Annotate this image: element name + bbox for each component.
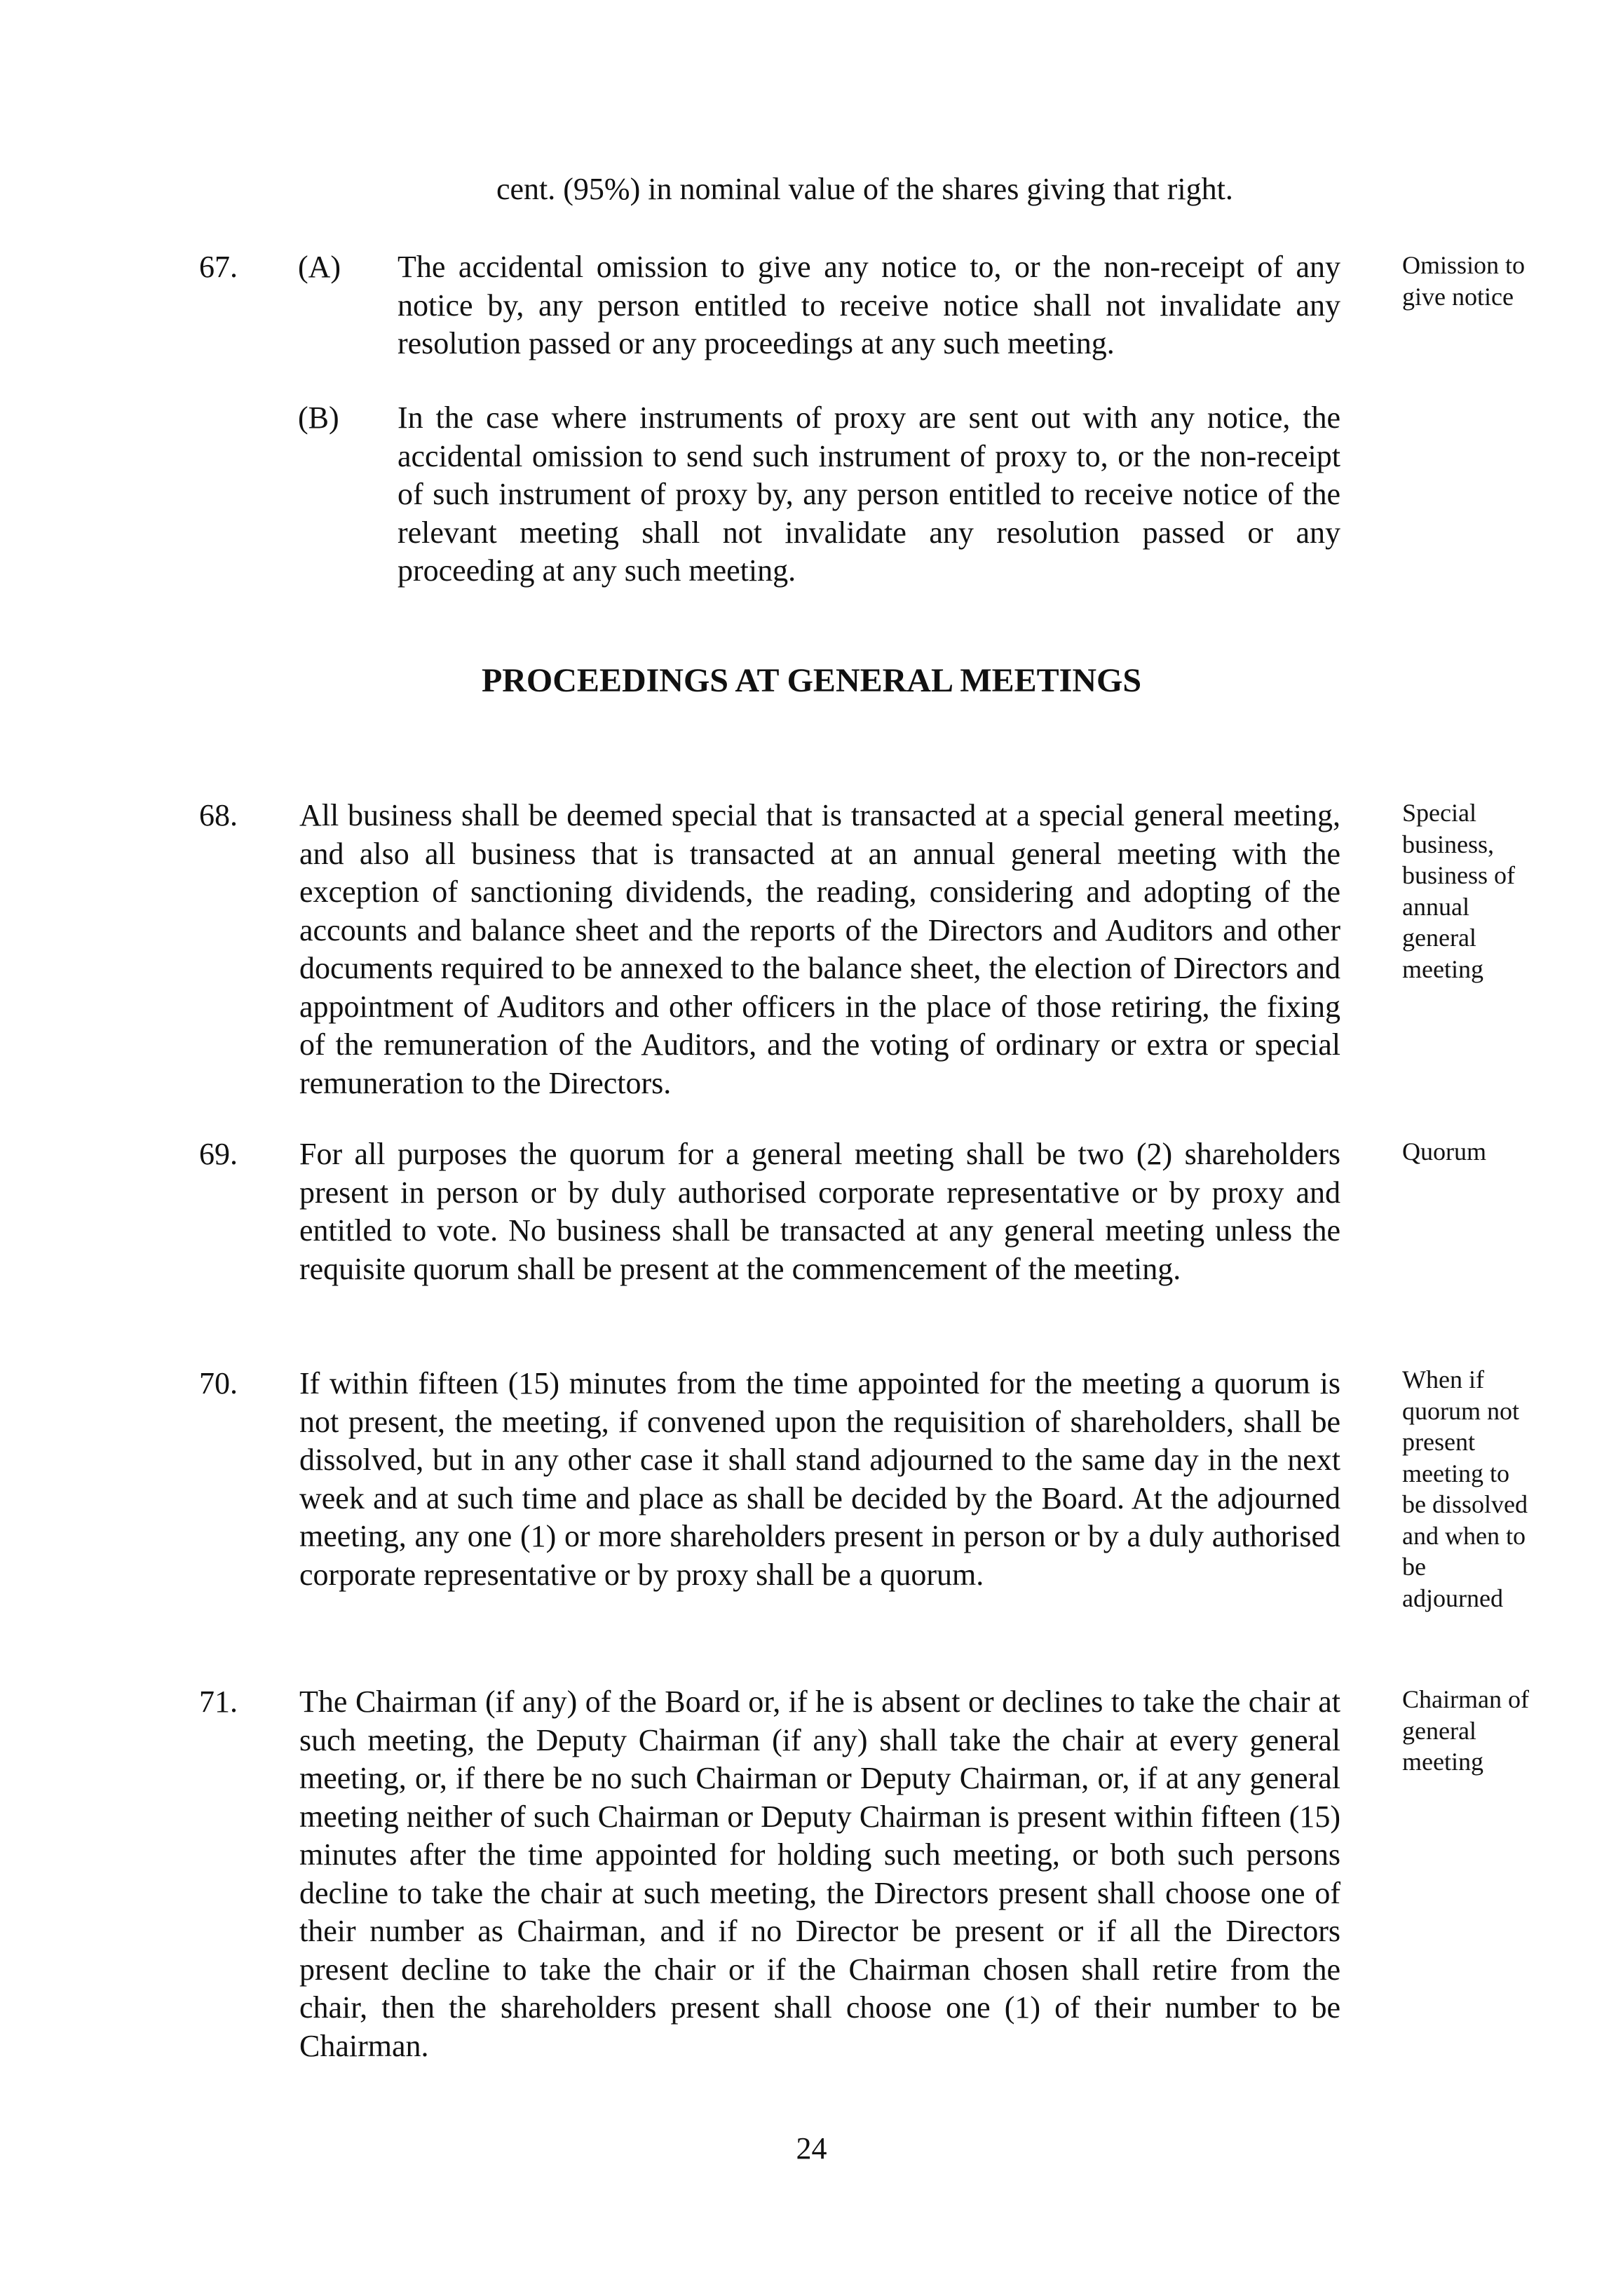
continuation-text: cent. (95%) in nominal value of the shares giving that right. bbox=[496, 172, 1233, 206]
clause-69-text: For all purposes the quorum for a general meeting shall be two (2) shareholders present in person or by duly authorised corporate representative or by proxy and entitled to vote. No business shall be transacted at any general meeting unless the requisite quorum shall be present at the commencement of the meeting. bbox=[299, 1137, 1340, 1286]
clause-70-text: If within fifteen (15) minutes from the time appointed for the meeting a quorum is not present, the meeting, if convened upon the requisition of shareholders, shall be dissolved, but in any other case it shall stand adjourned to the same day in the next week and at such time and place as shall be decided by the Board. At the adjourned meeting, any one (1) or more shareholders present in person or by a duly authorised corporate representative or by proxy shall be a quorum. bbox=[299, 1366, 1340, 1592]
clause-67-margin-note: Omission to give notice bbox=[1402, 251, 1526, 311]
clause-71-text: The Chairman (if any) of the Board or, if he is absent or declines to take the chair at such meeting, the Deputy Chairman (if any) shall take the chair at every general meeting, or, if there be no such Chairman or Deputy Chairman, or, if at any general meeting neither of such Chairman or Deputy Chairman is present within fifteen (15) minutes after the time appointed for holding such meeting, or both such persons decline to take the chair at such meeting, the Directors present shall choose one of their number as Chairman, and if no Director be present or if all the Directors present decline to take the chair or if the Chairman chosen shall retire from the chair, then the shareholders present shall choose one (1) of their number to be Chairman. bbox=[299, 1684, 1340, 2063]
clause-67a-label: (A) bbox=[298, 250, 341, 284]
page-number: 24 bbox=[796, 2131, 827, 2166]
clause-67a-text: The accidental omission to give any notice to, or the non-receipt of any notice by, any person entitled to receive notice shall not invalidate any resolution passed or any proceedings at any such meeting. bbox=[398, 250, 1340, 360]
clause-71-number: 71. bbox=[199, 1684, 238, 1719]
clause-70-number: 70. bbox=[199, 1366, 238, 1400]
clause-68-margin-note: Special business, business of annual general meeting bbox=[1402, 799, 1515, 983]
clause-67b-text: In the case where instruments of proxy are sent out with any notice, the accidental omission to send such instrument of proxy to, or the non-receipt of such instrument of proxy by, any person entitled to receive notice of the relevant meeting shall not invalidate any resolution passed or any proceeding at any such meeting. bbox=[398, 400, 1340, 588]
clause-69-number: 69. bbox=[199, 1137, 238, 1171]
clause-68-text: All business shall be deemed special that is transacted at a special general meeting, and also all business that is transacted at an annual general meeting with the exception of sanctioning dividends, the reading, considering and adopting of the accounts and balance sheet and the reports of the Directors and Auditors and other documents required to be annexed to the balance sheet, the election of Directors and appointment of Auditors and other officers in the place of those retiring, the fixing of the remuneration of the Auditors, and the voting of ordinary or extra or special remuneration to the Directors. bbox=[299, 798, 1340, 1100]
clause-67-number: 67. bbox=[199, 250, 238, 284]
clause-70-margin-note: When if quorum not present meeting to be dissolved and when to be adjourned bbox=[1402, 1365, 1528, 1612]
clause-69-margin-note: Quorum bbox=[1402, 1137, 1486, 1166]
section-heading: PROCEEDINGS AT GENERAL MEETINGS bbox=[481, 662, 1142, 699]
clause-67b-label: (B) bbox=[298, 400, 339, 435]
clause-71-margin-note: Chairman of general meeting bbox=[1402, 1685, 1529, 1776]
clause-68-number: 68. bbox=[199, 798, 238, 832]
